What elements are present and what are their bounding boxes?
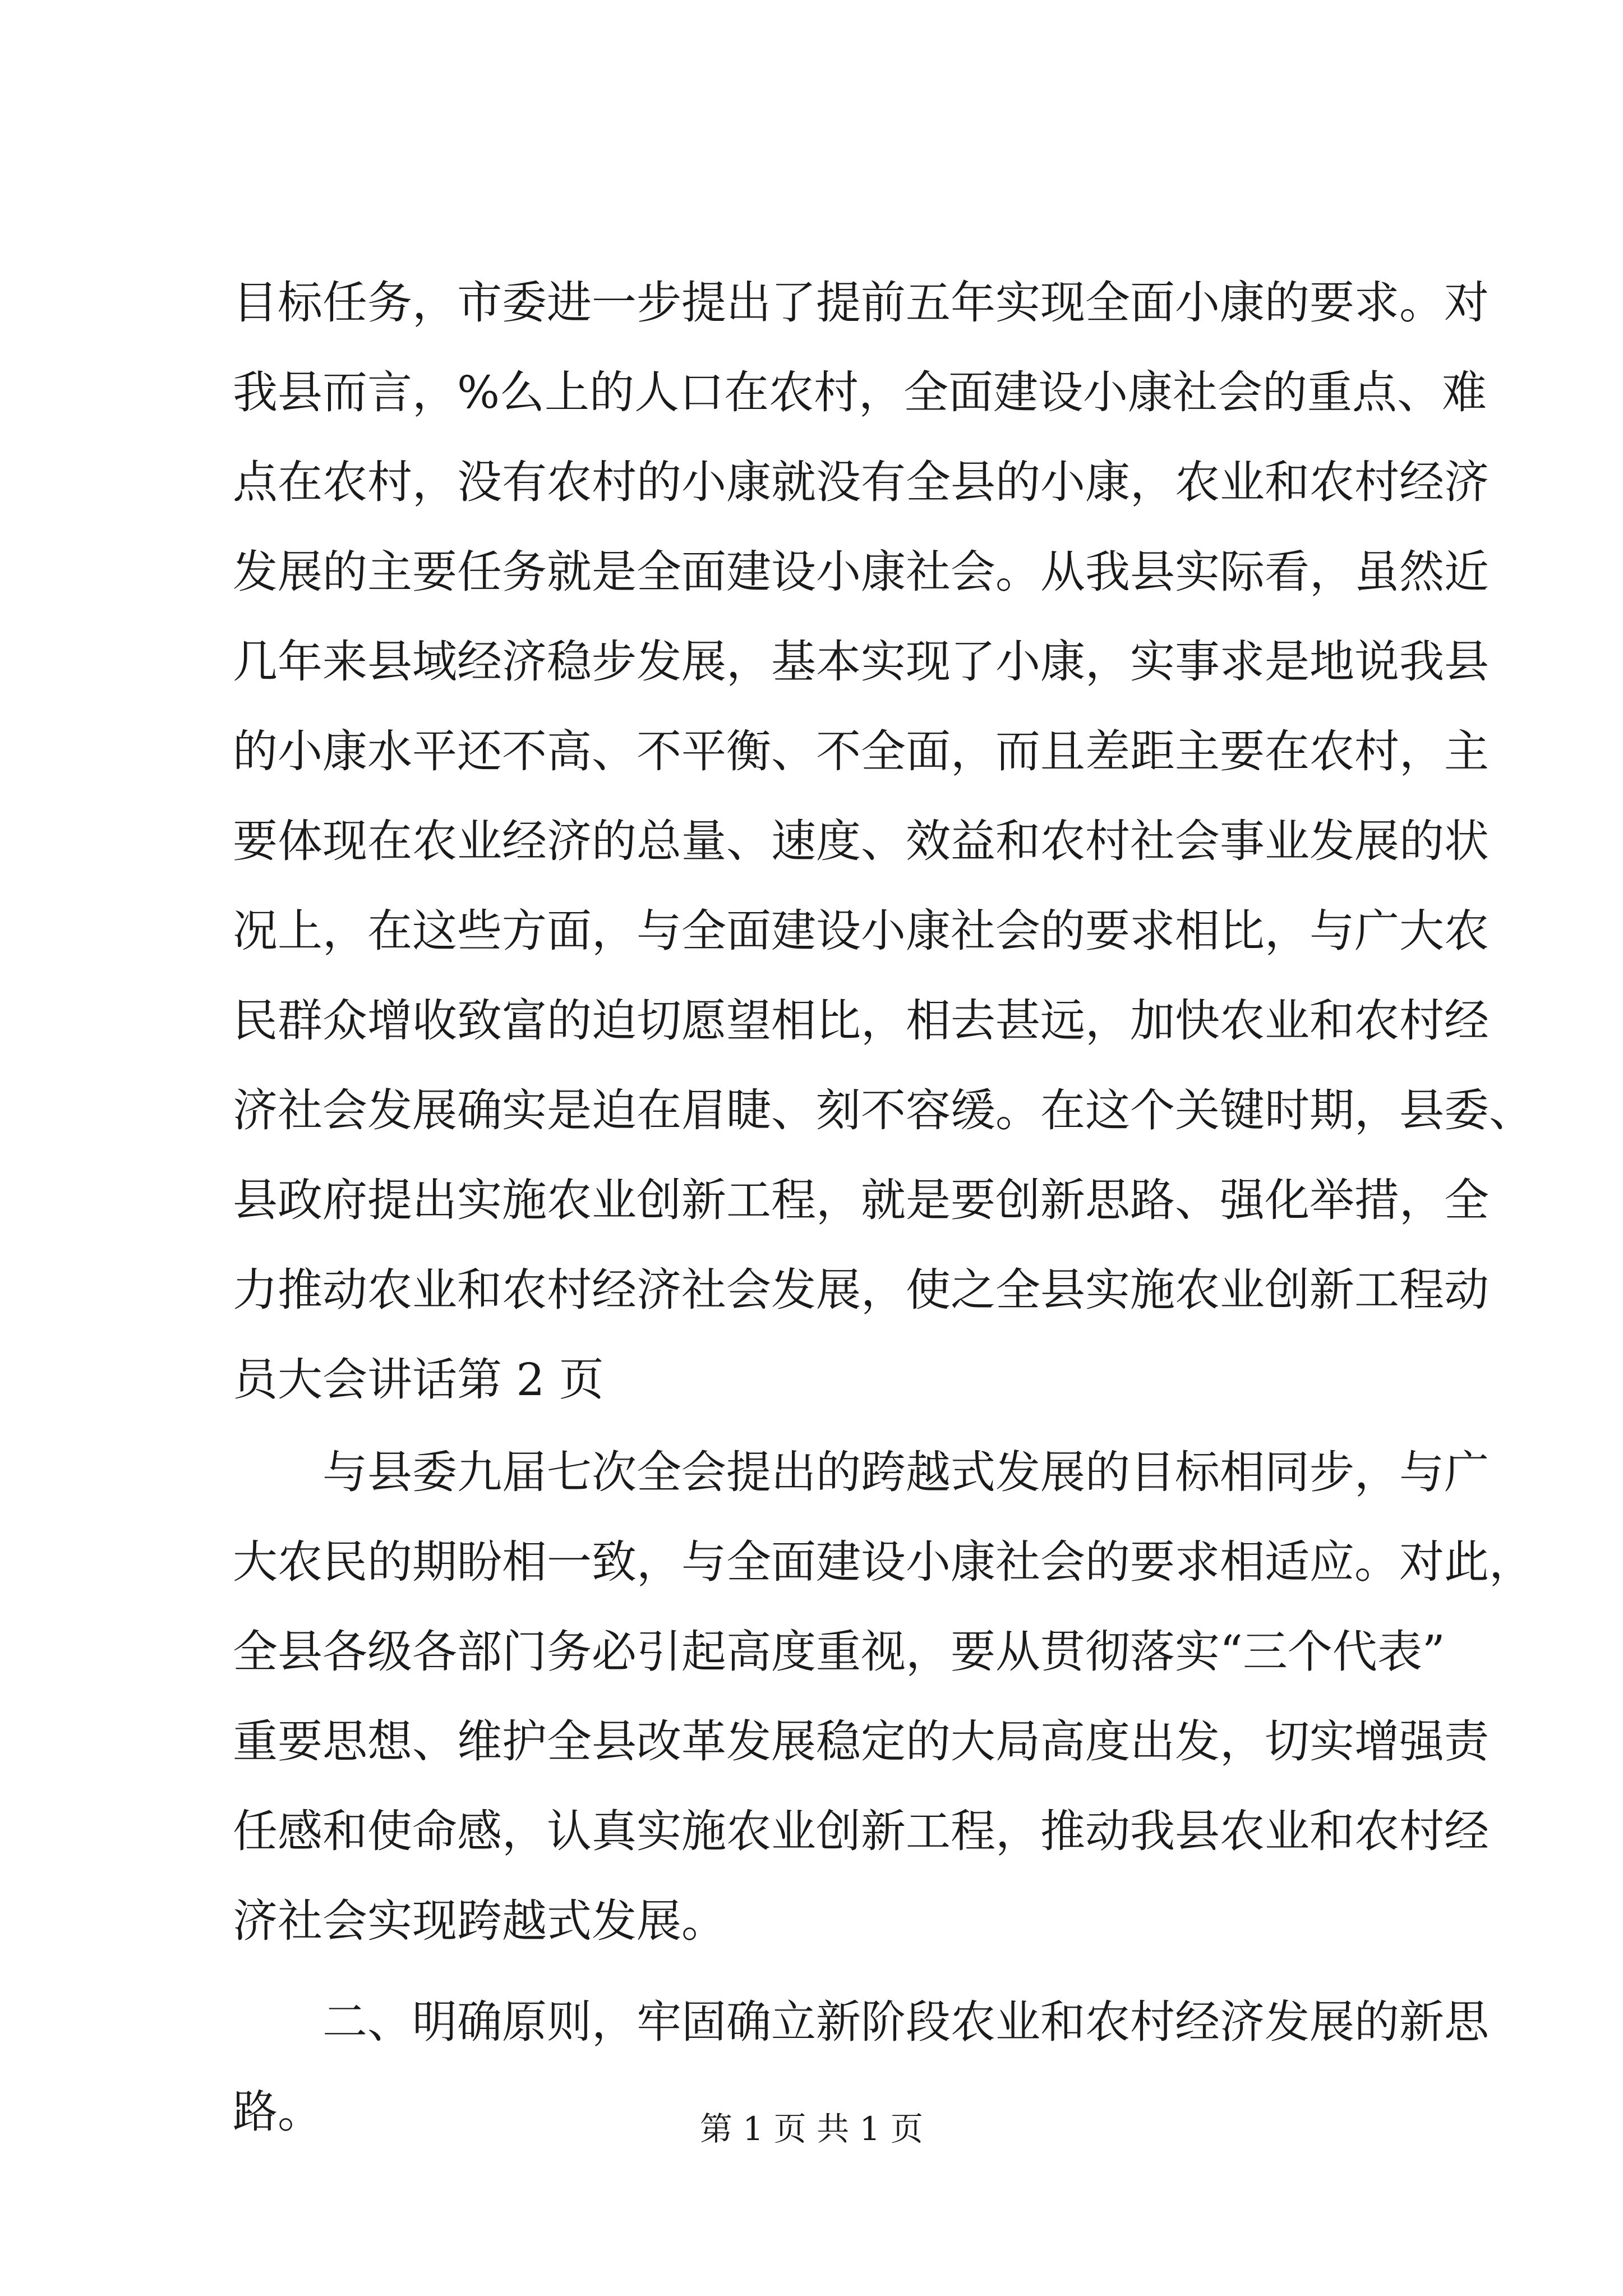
paragraph-line: 几年来县域经济稳步发展，基本实现了小康，实事求是地说我县 [233,636,1489,688]
paragraph-line: 大农民的期盼相一致，与全面建设小康社会的要求相适应。对此， [233,1536,1534,1588]
paragraph-line: 路。 [233,2086,322,2138]
paragraph-line: 点在农村，没有农村的小康就没有全县的小康，农业和农村经济 [233,456,1489,508]
page-footer: 第 1 页 共 1 页 [700,2110,923,2148]
paragraph-line: 目标任务，市委进一步提出了提前五年实现全面小康的要求。对 [233,277,1489,329]
paragraph-line: 全县各级各部门务必引起高度重视，要从贯彻落实“三个代表” [233,1626,1445,1678]
paragraph-line: 与县委九届七次全会提出的跨越式发展的目标相同步，与广 [322,1446,1489,1498]
paragraph-line: 我县而言，%么上的人口在农村，全面建设小康社会的重点、难 [233,366,1487,418]
paragraph-line: 二、明确原则，牢固确立新阶段农业和农村经济发展的新思 [322,1996,1489,2048]
paragraph-line: 况上，在这些方面，与全面建设小康社会的要求相比，与广大农 [233,905,1489,957]
paragraph-line: 济社会实现跨越式发展。 [233,1895,726,1947]
paragraph-line: 重要思想、维护全县改革发展稳定的大局高度出发，切实增强责 [233,1715,1489,1768]
paragraph-line: 员大会讲话第 2 页 [233,1354,604,1406]
paragraph-line: 的小康水平还不高、不平衡、不全面，而且差距主要在农村，主 [233,725,1489,777]
paragraph-line: 任感和使命感，认真实施农业创新工程，推动我县农业和农村经 [233,1805,1489,1857]
paragraph-line: 力推动农业和农村经济社会发展，使之全县实施农业创新工程动 [233,1264,1489,1316]
paragraph-line: 要体现在农业经济的总量、速度、效益和农村社会事业发展的状 [233,815,1489,867]
paragraph-line: 济社会发展确实是迫在眉睫、刻不容缓。在这个关键时期，县委、 [233,1084,1534,1137]
paragraph-line: 民群众增收致富的迫切愿望相比，相去甚远，加快农业和农村经 [233,995,1489,1047]
paragraph-line: 县政府提出实施农业创新工程，就是要创新思路、强化举措，全 [233,1174,1489,1226]
paragraph-line: 发展的主要任务就是全面建设小康社会。从我县实际看，虽然近 [233,546,1489,598]
